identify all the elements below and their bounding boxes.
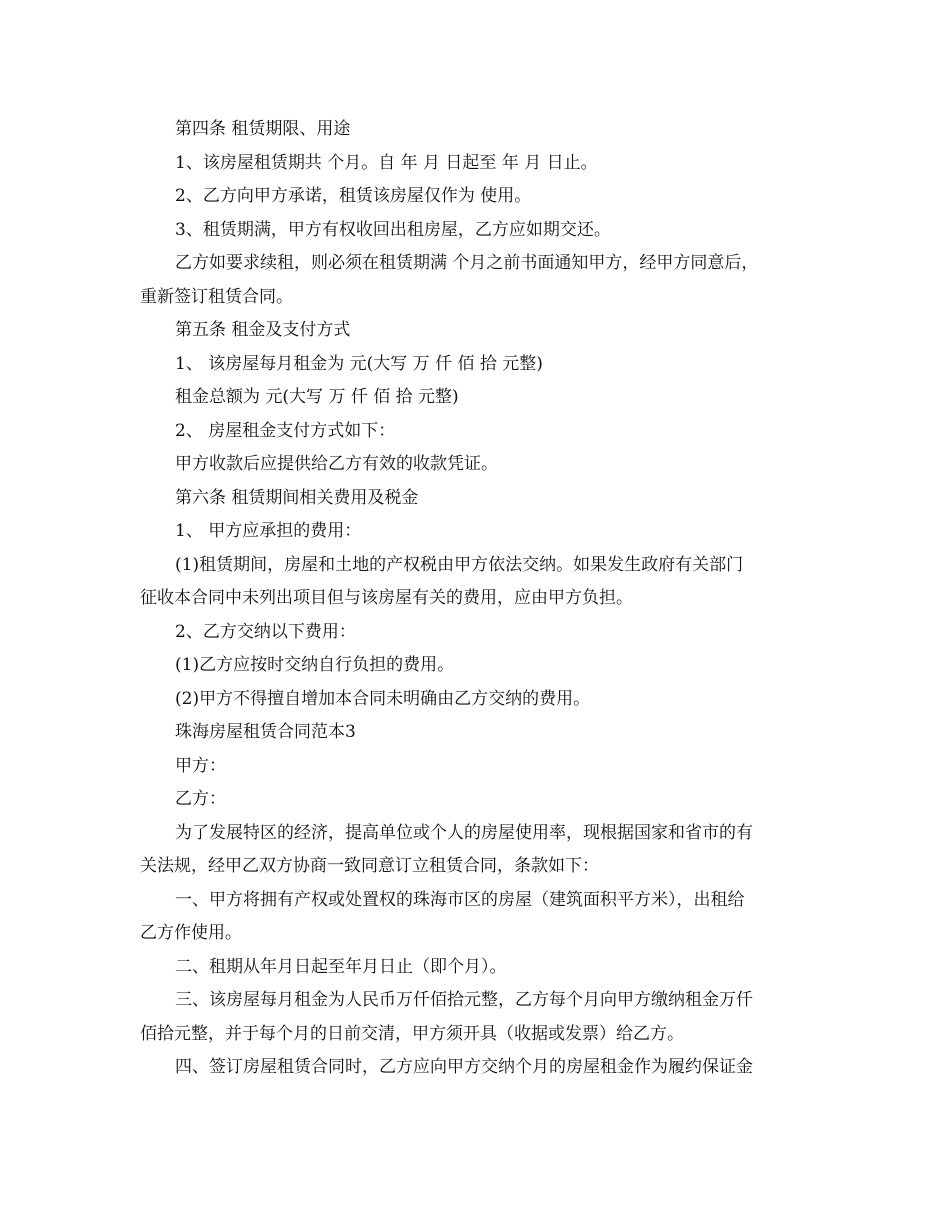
text-line: 为了发展特区的经济，提高单位或个人的房屋使用率，现根据国家和省市的有 [175,822,753,843]
document-body [140,113,820,1085]
text-line: (2)甲方不得擅自增加本合同未明确由乙方交纳的费用。 [175,688,591,709]
text-line: 租金总额为 元(大写 万 仟 佰 拾 元整) [175,387,459,407]
text-line: 乙方如要求续租，则必须在租赁期满 个月之前书面通知甲方，经甲方同意后， [175,253,759,273]
text-line: 二、租期从年月日起至年月日止（即个月）。 [175,956,507,977]
text-line: 2、乙方交纳以下费用： [175,621,356,642]
text-line: 甲方收款后应提供给乙方有效的收款凭证。 [175,454,498,474]
party-b-label: 乙方： [175,789,226,809]
text-line: 1、 甲方应承担的费用： [175,521,362,541]
text-line: 1、 该房屋每月租金为 元(大写 万 仟 佰 拾 元整) [175,353,543,374]
party-a-label: 甲方： [175,755,226,776]
text-line: 1、该房屋租赁期共 个月。自 年 月 日起至 年 月 日止。 [175,152,598,173]
contract-3-title: 珠海房屋租赁合同范本3 [175,722,356,742]
text-line: 重新签订租赁合同。 [140,286,293,307]
text-line: 3、租赁期满，甲方有权收回出租房屋，乙方应如期交还。 [175,219,611,240]
text-line: 一、甲方将拥有产权或处置权的珠海市区的房屋（建筑面积平方米），出租给 [175,889,745,910]
text-line: 征收本合同中未列出项目但与该房屋有关的费用，应由甲方负担。 [140,588,633,608]
text-line: 关法规，经甲乙双方协商一致同意订立租赁合同，条款如下： [140,856,599,876]
text-line: 四、签订房屋租赁合同时，乙方应向甲方交纳个月的房屋租金作为履约保证金 [175,1057,753,1077]
text-line: 2、 房屋租金支付方式如下： [175,420,396,441]
text-line: (1)乙方应按时交纳自行负担的费用。 [175,655,455,675]
article-6-heading: 第六条 租赁期间相关费用及税金 [175,487,419,508]
article-4-heading: 第四条 租赁期限、用途 [175,119,351,139]
text-line: 三、该房屋每月租金为人民币万仟佰拾元整，乙方每个月向甲方缴纳租金万仟 [175,990,753,1010]
text-line: 佰拾元整，并于每个月的日前交清，甲方须开具（收据或发票）给乙方。 [140,1023,684,1044]
text-line: (1)租赁期间，房屋和土地的产权税由甲方依法交纳。如果发生政府有关部门 [175,554,744,575]
text-line: 2、乙方向甲方承诺，租赁该房屋仅作为 使用。 [175,186,532,206]
article-5-heading: 第五条 租金及支付方式 [175,320,351,340]
text-line: 乙方作使用。 [140,923,242,943]
